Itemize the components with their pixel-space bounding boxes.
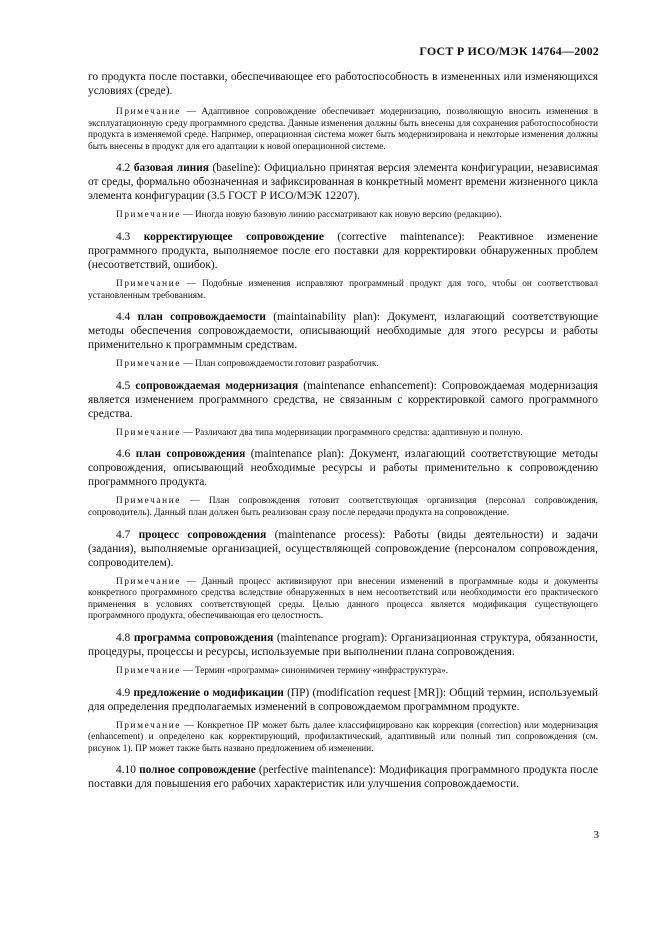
term-title: базовая линия [133, 162, 209, 175]
term-number: 4.5 [116, 379, 131, 392]
term-title: план сопровождаемости [137, 311, 266, 324]
note-label: Примечание [116, 720, 181, 731]
term-entry-4-5 [88, 379, 598, 421]
term-number: 4.2 [116, 162, 131, 175]
term-entry-4-7 [88, 528, 598, 570]
term-title: корректирующее сопровождение [143, 230, 324, 243]
note-text: Различают два типа модернизации программного средства: адаптивную и полную. [194, 427, 523, 438]
term-entry-4-3 [88, 230, 598, 272]
term-title: план сопровождения [135, 448, 246, 461]
term-number: 4.6 [116, 448, 131, 461]
term-entry-4-9 [88, 686, 598, 714]
note-4-5 [88, 428, 598, 440]
term-number: 4.10 [116, 764, 136, 777]
note-4-2 [88, 210, 598, 222]
term-entry-4-4 [88, 310, 598, 352]
note-text: Конкретное ПР может быть далее классифицировано как коррекция (correction) или модернизация (enhancement) и определено как корректирующий, профилактический, адаптивный или полный тип сопровождения (см. рисунок 1). ПР может также быть названо предложением об изменении. [88, 720, 598, 754]
note-dash: — [181, 665, 195, 676]
note-4-7 [88, 577, 598, 623]
term-title: предложение о модификации [133, 686, 284, 699]
note-4-3 [88, 279, 598, 302]
note-dash: — [181, 107, 202, 117]
note-text: Термин «программа» синонимичен термину «инфраструктура». [194, 665, 449, 676]
term-number: 4.9 [116, 686, 131, 699]
term-number: 4.4 [116, 311, 131, 324]
standard-header: ГОСТ Р ИСО/МЭК 14764—2002 [419, 44, 599, 58]
note-text: План сопровождаемости готовит разработчик. [194, 359, 379, 370]
term-definition: (maintainability plan): Документ, излагающий соответствующие методы обеспечения сопровождаемости, описывающий необходимые для этого ресурсы и работы применительно к программным средствам. [88, 311, 599, 352]
note-dash: — [181, 210, 195, 221]
note-label: Примечание [116, 427, 181, 438]
term-definition: (maintenance enhancement): Сопровождаемая модернизация является изменением программного средства, не связанным с корректировкой самого программного средства. [88, 379, 598, 420]
note-label: Примечание [116, 496, 181, 507]
note-label: Примечание [116, 576, 181, 587]
continuation-paragraph: го продукта после поставки, обеспечивающее его работоспособность в измененных или изменяющихся условиях (среде). [88, 71, 598, 97]
note-4-9 [88, 721, 598, 756]
note-dash: — [181, 278, 203, 289]
note-text: Иногда новую базовую линию рассматривают как новую версию (редакцию). [194, 210, 502, 221]
term-definition: (maintenance process): Работы (виды деятельности) и задачи (задания), выполняемые организацией, осуществляющей сопровождение (персоналом сопровождения, сопроводителем). [88, 528, 598, 569]
note-dash: — [181, 576, 202, 587]
term-title: полное сопровождение [139, 764, 256, 777]
note-text: Адаптивное сопровождение обеспечивает модернизацию, позволяющую вносить изменения в эксплуатационную среду программного средства. Данные изменения должны быть внесены для сохранения работоспособности продукта в изменяемой среде. Например, операционная система может быть модернизирована и некоторые изменения должны быть внесены в продукт для его адаптации к новой операционной системе. [88, 107, 598, 152]
page-content [88, 70, 598, 798]
note-text: Данный процесс активизируют при внесении изменений в программные коды и документы конкретного программного средства вследствие обнаруженных в нем несоответствий или необходимости его практического применения в условиях соответствующей среды. Целью данного процесса является модификация существующего программного продукта, обеспечивающая его целостность. [88, 576, 598, 622]
note-dash: — [181, 359, 195, 370]
term-definition: (baseline): Официально принятая версия элемента конфигурации, независимая от среды, формально обозначенная и зафиксированная в конкретный момент времени жизненного цикла элемента конфигурации (3.5 ГОСТ Р ИСО/МЭК 12207). [88, 162, 598, 203]
term-definition: (maintenance program): Организационная структура, обязанности, процедуры, процессы и ресурсы, используемые при выполнении плана сопровождения. [88, 631, 598, 658]
note-4-6 [88, 496, 598, 519]
term-number: 4.3 [116, 230, 131, 243]
term-entry-4-2 [88, 161, 598, 203]
note-4-8 [88, 666, 598, 678]
term-title: сопровождаемая модернизация [135, 379, 299, 392]
term-number: 4.8 [116, 631, 131, 644]
term-definition: (maintenance plan): Документ, излагающий соответствующие методы сопровождения, описывающий необходимые ресурсы и работы применительно к сопровождению программного продукта. [88, 448, 598, 489]
note-label: Примечание [116, 278, 181, 289]
term-definition: (corrective maintenance): Реактивное изменение программного продукта, выполняемое после его поставки для корректировки обнаруженных проблем (несоответствий, ошибок). [88, 230, 598, 271]
term-title: программа сопровождения [133, 631, 274, 644]
page-number: 3 [593, 829, 599, 841]
note-dash: — [181, 720, 198, 731]
term-definition: (ПР) (modification request [MR]): Общий термин, используемый для определения предполагаемых изменений в сопровождаемом программном продукте. [88, 686, 598, 713]
term-title: процесс сопровождения [138, 528, 267, 541]
term-entry-4-6 [88, 447, 598, 489]
note-text: План сопровождения готовит соответствующая организация (персонал сопровождения, сопроводитель). Данный план должен быть реализован сразу после передачи продукта на сопровождение. [88, 496, 598, 518]
note-label: Примечание [116, 359, 181, 370]
term-definition: (perfective maintenance): Модификация программного продукта после поставки для повышения его рабочих характеристик или улучшения сопровождаемости. [88, 764, 599, 791]
note-text: Подобные изменения исправляют программный продукт для того, чтобы он соответствовал установленным требованиям. [88, 278, 598, 301]
note-dash: — [181, 496, 209, 507]
term-number: 4.7 [116, 528, 131, 541]
note-label: Примечание [116, 210, 181, 221]
note-adaptive [88, 107, 598, 153]
term-entry-4-10 [88, 763, 598, 791]
note-label: Примечание [116, 107, 181, 117]
note-dash: — [181, 427, 195, 438]
note-label: Примечание [116, 665, 181, 676]
term-entry-4-8 [88, 631, 598, 659]
note-4-4 [88, 359, 598, 371]
